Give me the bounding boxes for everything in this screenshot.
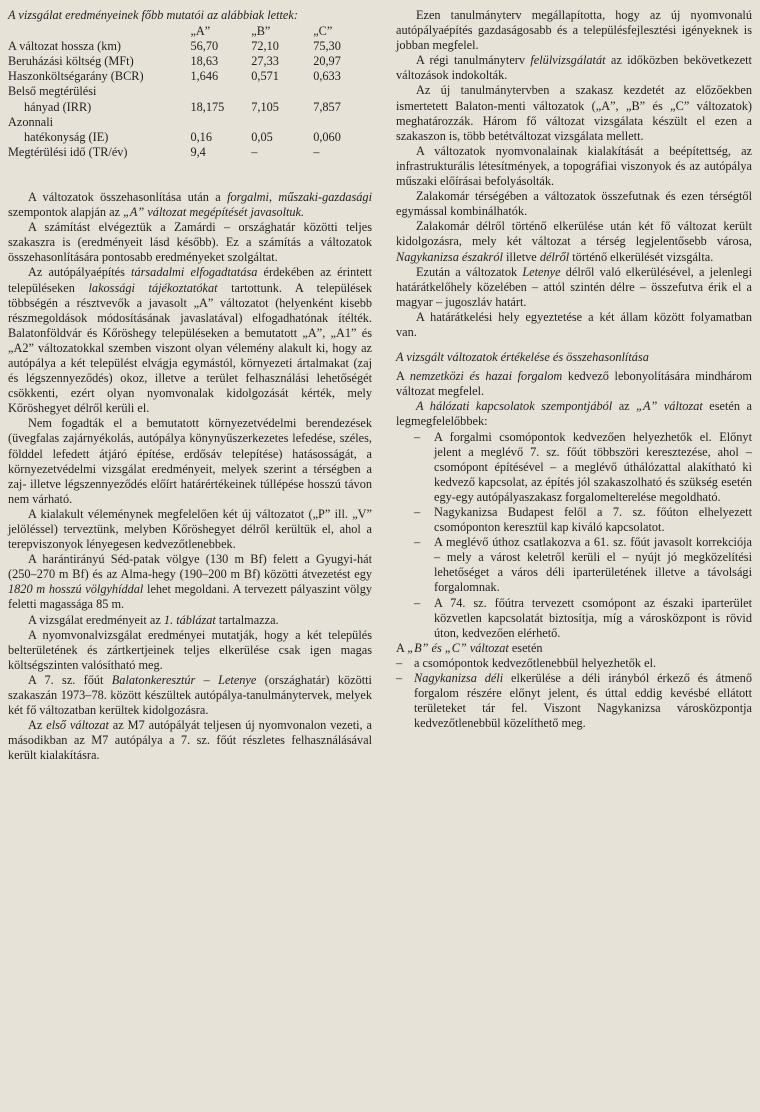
paragraph: A harántirányú Séd-patak völgye (130 m Bf) felett a Gyugyi-hát (250–270 m Bf) és az Alma-hegy (190–200 m Bf) közötti átvezetést egy 1820 m hosszú völgyhíddal lehet megoldani. A tervezett pályaszint völgy feletti magassága 85 m.	[8, 552, 372, 612]
paragraph: A 7. sz. főút Balatonkeresztúr – Letenye (országhatár) közötti szakaszán 1973–78. között készültek autópálya-tanulmánytervek, melyek két fő változatban kerültek kidolgozásra.	[8, 672, 372, 718]
table-caption: A vizsgálat eredményeinek főbb mutatói az alábbiak lettek:	[8, 8, 298, 22]
list-item: – A meglévő úthoz csatlakozva a 61. sz. főút javasolt korrekciója – mely a várost keletről kerüli el – nyújt jó megközelítési lehetőséget a város déli iparterületének illetve a távolsági forgalomnak.	[414, 535, 752, 595]
row-label: Haszonköltségarány (BCR)	[8, 69, 144, 84]
paragraph: Az autópályaépítés társadalmi elfogadtatása érdekében az érintett településeken lakossági tájékoztatókat tartottunk. A települések többségén a résztvevők a javasolt „A” változatot (helyenként kisebb részmegoldások módosításának javaslatával) elfogadhatónak ítélték. Balatonföldvár és Kőröshegy településeken a bemutatott „A”, „A1” és „A2” változatokkal szemben viszont olyan vélemény alakult ki, hogy az autópálya a két települést elvágja egymástól, környezeti ártalmakat (zaj és légszennyeződés) okoz, illetve a terület felhasználási lehetőségét csökkenti, ezért olyan nyomvonalak kidolgozását kérték, mely Kőröshegyet délről kerüli el.	[8, 265, 372, 416]
row-label-continued: hányad (IRR)	[24, 99, 92, 114]
results-table	[8, 24, 368, 160]
bc-list	[396, 656, 752, 731]
table-row	[8, 69, 368, 84]
row-value: 0,571	[251, 69, 279, 84]
table-row	[8, 100, 368, 115]
table-row	[8, 54, 368, 69]
row-value: 72,10	[251, 39, 279, 54]
list-item: – Nagykanizsa Budapest felől a 7. sz. főúton elhelyezett csomóponton keresztül kap kiváló kapcsolatot.	[414, 505, 752, 535]
row-label-continued: hatékonyság (IE)	[24, 129, 109, 144]
table-header-row	[8, 24, 368, 39]
row-value: 9,4	[190, 144, 206, 159]
table-row	[8, 39, 368, 54]
paragraph: A nyomvonalvizsgálat eredményei mutatják, hogy a két település belterületének és zártkertjeinek teljes elkerülése csak igen magas költségszinten valósítható meg.	[8, 627, 372, 672]
paragraph: A változatok nyomvonalainak kialakítását a beépítettség, az infrastrukturális létesítmények, a topográfiai viszonyok és az autópálya műszaki előírásai befolyásolták.	[396, 143, 752, 189]
row-value: 0,16	[190, 129, 212, 144]
paragraph: A „B” és „C” változat esetén	[396, 640, 543, 655]
paragraph: A vizsgálat eredményeit az 1. táblázat tartalmazza.	[28, 612, 279, 627]
table-row	[8, 145, 368, 160]
row-value: 7,857	[313, 99, 341, 114]
paragraph: Zalakomár térségében a változatok összefutnak és ezen térségtől egymással kombinálhatók.	[396, 189, 752, 219]
paragraph: A hálózati kapcsolatok szempontjából az „A” változat esetén a legmegfelelőbbek:	[396, 399, 752, 429]
paragraph: Zalakomár délről történő elkerülése után két fő változat került kidolgozásra, mely két változat a térség legjelentősebb városa, Nagykanizsa északról illetve délről történő elkerülését vizsgálta.	[396, 219, 752, 264]
row-label: Azonnali	[8, 114, 54, 129]
header-a: „A”	[190, 24, 211, 39]
paragraph: Az új tanulmánytervben a szakasz kezdetét az előzőekben ismertetett Balaton-menti változatok („A”, „B” és „C” változatok) meghatározzák. Három fő változat vizsgálata készült el ezen a szakaszon is, több betétváltozat vizsgálata mellett.	[396, 83, 752, 143]
row-value: 18,63	[190, 54, 219, 69]
list-item: – A 74. sz. főútra tervezett csomópont az északi iparterület közvetlen kapcsolatát biztosítja, míg a városközpont is rövid úton, kedvezően elérhető.	[414, 595, 752, 640]
paragraph: A határátkelési hely egyeztetése a két állam között folyamatban van.	[396, 309, 752, 339]
table-row	[8, 84, 368, 99]
list-item: – a csomópontok kedvezőtlenebbül helyezhetők el.	[396, 655, 657, 670]
row-label: Belső megtérülési	[8, 84, 97, 99]
row-value: –	[251, 144, 258, 159]
header-b: „B”	[251, 24, 271, 39]
row-value: 20,97	[313, 54, 341, 69]
table-row	[8, 115, 368, 130]
right-column	[396, 8, 752, 731]
paragraph: A változatok összehasonlítása után a forgalmi, műszaki-gazdasági szempontok alapján az „A” változat megépítését javasoltuk.	[8, 189, 372, 220]
left-column	[8, 8, 372, 764]
paragraph: A számítást elvégeztük a Zamárdi – országhatár közötti teljes szakaszra is (eredményeit lásd később). Ez a számítás a változatok összehasonlítására pontosabb eredményeket szolgáltat.	[8, 220, 372, 265]
row-value: 7,105	[251, 99, 279, 114]
paragraph: A régi tanulmányterv felülvizsgálatát az időközben bekövetkezett változások indokolták.	[396, 53, 752, 83]
row-value: 0,060	[313, 129, 341, 144]
paragraph: A kialakult véleménynek megfelelően két új változatot („P” ill. „V” jelöléssel) terveztünk, melyben Kőröshegyet délről kerültük el, ahol a terepviszonyok lényegesen kedvezőtlenebbek.	[8, 506, 372, 552]
row-value: 0,633	[313, 69, 341, 84]
list-item: – Nagykanizsa déli elkerülése a déli irányból érkező és átmenő forgalom részére előnyt jelent, és úttal eddig kevésbé ellátott területeket tár fel. Viszont Nagykanizsa városközpontja kedvezőtlenebbül közelíthető meg.	[396, 671, 752, 731]
list-item: – A forgalmi csomópontok kedvezően helyezhetők el. Előnyt jelent a meglévő 7. sz. főút többszöri keresztezése, ahol – csomópont építésével – a meglévő úthálózattal alakítható ki kedvező kapcsolat, az építés jól szakaszolható és szükség esetén egy-egy autópályaszakasz forgalomelterelése megoldható.	[414, 429, 752, 504]
paragraph: A nemzetközi és hazai forgalom kedvező lebonyolítására mindhárom változat megfelel.	[396, 369, 752, 399]
row-label: A változat hossza (km)	[8, 39, 122, 54]
paragraph: Nem fogadták el a bemutatott környezetvédelmi berendezések (üvegfalas zajárnyékolás, autópálya könynyűszerkezetes lefedése, széles, földdel lefedett átjáró építése, erdősáv telepítése) hatásosságát, a környezetvédelmi vizsgálat eredményeit, melyek szerint a térségben a zaj- illetve légszennyeződés előírt határértékeinek túllépése hosszú távon nem várható.	[8, 416, 372, 506]
header-c: „C”	[313, 24, 333, 39]
paragraph: Ezen tanulmányterv megállapította, hogy az új nyomvonalú autópályaépítés gazdaságosabb és a településfejlesztési igényeknek is jobban megfelel.	[396, 8, 752, 53]
row-label: Beruházási költség (MFt)	[8, 54, 134, 69]
row-value: 27,33	[251, 54, 279, 69]
advantages-list	[396, 430, 752, 641]
row-label: Megtérülési idő (TR/év)	[8, 144, 128, 159]
paragraph: Ezután a változatok Letenye délről való elkerülésével, a jelenlegi határátkelőhely közelében – attól szintén délre – összefutva érik el a magyar – jugoszláv határt.	[396, 264, 752, 309]
row-value: 56,70	[190, 39, 219, 54]
section-title: A vizsgált változatok értékelése és összehasonlítása	[396, 350, 649, 365]
table-row	[8, 130, 368, 145]
row-value: 18,175	[190, 99, 225, 114]
paragraph: Az első változat az M7 autópályát teljesen új nyomvonalon vezeti, a másodikban az M7 autópálya a 7. sz. főút részletes felhasználásával került kialakításra.	[8, 718, 372, 763]
row-value: 1,646	[190, 69, 219, 84]
row-value: –	[313, 144, 320, 159]
row-value: 75,30	[313, 39, 341, 54]
row-value: 0,05	[251, 129, 273, 144]
